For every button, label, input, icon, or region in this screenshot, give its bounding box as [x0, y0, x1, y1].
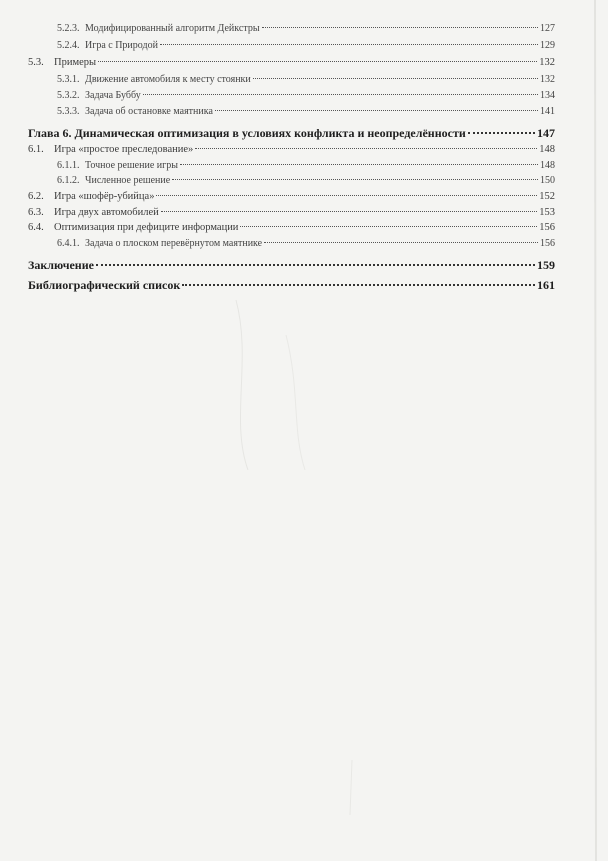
- section-title: Оптимизация при дефиците информации: [54, 222, 239, 233]
- section-title: Игра двух автомобилей: [54, 207, 159, 218]
- dot-leader: [172, 179, 538, 180]
- section-title: Численное решение: [85, 175, 171, 186]
- page-number: 129: [540, 40, 555, 51]
- page-number: 127: [540, 23, 555, 34]
- dot-leader: [240, 226, 537, 227]
- page-number: 134: [540, 90, 555, 101]
- toc-entry-5-3: [28, 57, 555, 68]
- page-number: 141: [540, 106, 555, 117]
- toc-entry-5-2-4: [57, 40, 555, 51]
- page-number: 156: [540, 238, 555, 249]
- chapter-title: Глава 6. Динамическая оптимизация в условиях конфликта и неопределённости: [28, 126, 466, 140]
- page-number: 152: [539, 191, 555, 202]
- section-title: Движение автомобиля к месту стоянки: [85, 74, 251, 85]
- section-title: Игра «простое преследование»: [54, 144, 194, 155]
- toc-chapter-6: [28, 126, 555, 141]
- section-number: 6.1.2.: [57, 175, 80, 186]
- section-number: 5.3.2.: [57, 90, 80, 101]
- section-number: 6.2.: [28, 191, 44, 202]
- section-title: Задача о плоском перевёрнутом маятнике: [85, 238, 263, 249]
- section-number: 6.4.: [28, 222, 44, 233]
- dot-leader: [182, 284, 535, 286]
- section-number: 6.1.1.: [57, 160, 80, 171]
- dot-leader: [262, 27, 538, 28]
- page-number: 148: [539, 144, 555, 155]
- dot-leader: [98, 61, 537, 62]
- toc-entry-5-3-2: [57, 90, 555, 101]
- page-number: 156: [539, 222, 555, 233]
- dot-leader: [468, 132, 535, 134]
- page-number: 132: [539, 57, 555, 68]
- toc-entry-5-2-3: [57, 23, 555, 34]
- dot-leader: [215, 110, 538, 111]
- dot-leader: [253, 78, 538, 79]
- page-number: 148: [540, 160, 555, 171]
- dot-leader: [195, 148, 537, 149]
- toc-entry-6-1-1: [57, 160, 555, 171]
- section-number: 6.3.: [28, 207, 44, 218]
- section-number: 5.3.3.: [57, 106, 80, 117]
- section-title: Примеры: [54, 57, 97, 68]
- toc-entry-6-3: [28, 207, 555, 218]
- toc-bibliography: [28, 278, 555, 293]
- section-title: Модифицированный алгоритм Дейкстры: [85, 23, 260, 34]
- section-title: Точное решение игры: [85, 160, 178, 171]
- page-number: 161: [537, 278, 555, 292]
- section-title: Игра «шофёр-убийца»: [54, 191, 155, 202]
- dot-leader: [96, 264, 535, 266]
- chapter-title: Библиографический список: [28, 278, 181, 292]
- dot-leader: [180, 164, 538, 165]
- section-number: 6.1.: [28, 144, 44, 155]
- section-title: Игра с Природой: [85, 40, 158, 51]
- section-title: Задача Буббу: [85, 90, 141, 101]
- toc-entry-5-3-3: [57, 106, 555, 117]
- page-number: 132: [540, 74, 555, 85]
- toc-entry-6-4: [28, 222, 555, 233]
- toc-entry-6-2: [28, 191, 555, 202]
- dot-leader: [143, 94, 538, 95]
- dot-leader: [264, 242, 538, 243]
- section-number: 5.2.3.: [57, 23, 80, 34]
- page-number: 147: [537, 126, 555, 140]
- section-number: 6.4.1.: [57, 238, 80, 249]
- toc-entry-6-1-2: [57, 175, 555, 186]
- toc-entry-6-1: [28, 144, 555, 155]
- dot-leader: [160, 44, 538, 45]
- toc-entry-6-4-1: [57, 238, 555, 249]
- section-title: Задача об остановке маятника: [85, 106, 213, 117]
- page-number: 150: [540, 175, 555, 186]
- dot-leader: [156, 195, 537, 196]
- page-number: 153: [539, 207, 555, 218]
- dot-leader: [161, 211, 538, 212]
- section-number: 5.2.4.: [57, 40, 80, 51]
- toc-entry-5-3-1: [57, 74, 555, 85]
- toc-conclusion: [28, 258, 555, 273]
- page-number: 159: [537, 258, 555, 272]
- section-number: 5.3.1.: [57, 74, 80, 85]
- section-number: 5.3.: [28, 57, 44, 68]
- chapter-title: Заключение: [28, 258, 94, 272]
